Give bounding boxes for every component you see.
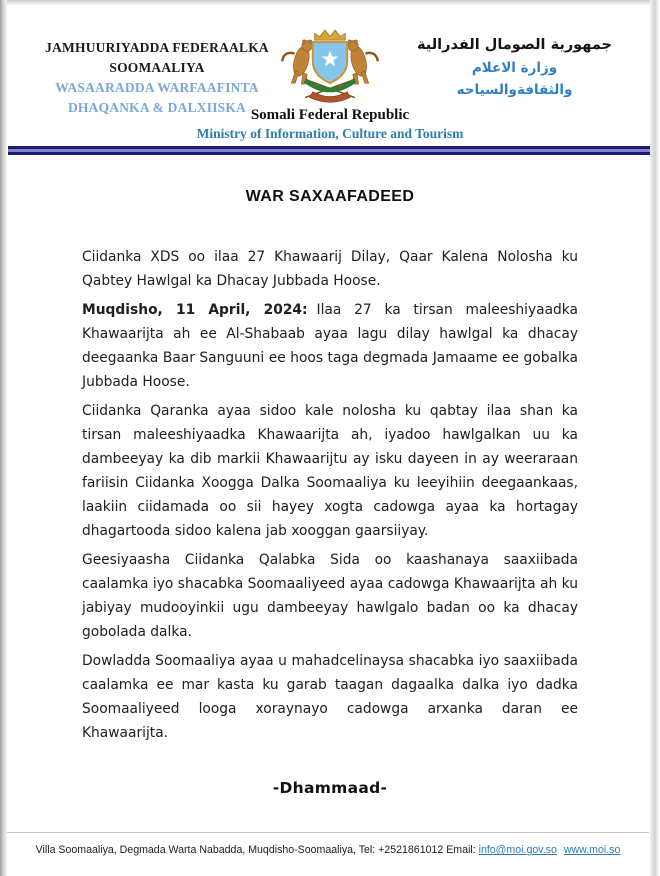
republic-name-somali-2: SOOMAALIYA: [109, 60, 205, 75]
footer-website-link[interactable]: www.moi.so: [563, 844, 621, 856]
photo-edge-right: [650, 0, 660, 876]
footer-contact-line: [7, 844, 649, 856]
letterhead: [0, 0, 660, 146]
somalia-coat-of-arms-icon: [263, 24, 397, 106]
paragraph-operation-details: Ciidanka Qaranka ayaa sidoo kale nolosha ku qabtay ilaa shan ka tirsan maleeshiyaadka Khawaarijta ah, iyadoo hawlgalkan uu ka dambeeyay ka dib markii Khawaarijtu ay isku dayeen in ay weeraraan fariisin Ciidanka Xoogga Dalka Soomaaliya ku leeyihiin deegaankaas, laakiin ciidamada oo sii hayey xogta cadowga ayaa ka hortagay dhagartooda sidoo kalena jab xooggan gaarsiiyay.: [82, 403, 578, 539]
footer-email-link[interactable]: info@moi.gov.so: [478, 844, 557, 856]
paragraph-dateline: [82, 298, 578, 394]
dateline-text: Ilaa 27 ka tirsan maleeshiyaadka Khawaarijta ah ee Al-Shabaab ayaa lagu dilay hawlgal ka dhacay deegaanka Baar Sanguuni ee hoos taga degmada Jamaame ee gobalka Jubbada Hoose.: [82, 302, 578, 390]
ministry-name-somali-2: DHAQANKA & DALXIISKA: [67, 100, 247, 115]
letterhead-divider-bar: [8, 146, 654, 155]
letterhead-arabic-block: [397, 33, 632, 101]
republic-name-english: Somali Federal Republic: [250, 107, 410, 123]
ministry-name-somali: WASAARADDA WARFAAFINTA: [55, 80, 259, 95]
press-release-body: [0, 188, 660, 797]
ministry-name-arabic-2: والثقافةوالسياحه: [456, 82, 573, 98]
republic-name-arabic: جمهورية الصومال الفدرالية: [416, 37, 612, 53]
page-footer: [7, 832, 649, 876]
press-release-title: WAR SAXAAFADEED: [245, 188, 415, 205]
ministry-name-english: Ministry of Information, Culture and Tourism: [196, 126, 464, 141]
photo-edge-left: [0, 0, 7, 876]
paragraph-government-thanks: Dowladda Soomaaliya ayaa u mahadcelinaysa shacabka iyo saaxiibada caalamka ee mar kasta ku garab taagan dagaalka dalka iyo dadka Soomaaliyeed looga xoraynayo cadowga arxanka daran ee Khawaarijta.: [82, 653, 578, 741]
closing-mark: -Dhammaad-: [272, 779, 388, 797]
paragraph-forces-praise: Geesiyaasha Ciidanka Qalabka Sida oo kaashanaya saaxiibada caalamka iyo shacabka Soomaaliyeed ayaa cadowga Khawaarijta ah ku jabiyay mudooyinkii ugu dambeeyay hawlgalo badan oo ka dhacay gobolada dalka.: [82, 552, 578, 640]
republic-name-somali: JAMHUURIYADDA FEDERAALKA: [45, 40, 269, 55]
footer-address: Villa Soomaaliya, Degmada Warta Nabadda, Muqdisho-Soomaaliya, Tel: +2521861012 Email:: [35, 844, 476, 856]
paragraph-headline: Ciidanka XDS oo ilaa 27 Khawaarij Dilay, Qaar Kalena Nolosha ku Qabtey Hawlgal ka Dhacay Jubbada Hoose.: [82, 249, 578, 289]
dateline-lead: Muqdisho, 11 April, 2024:: [82, 302, 308, 318]
ministry-name-arabic: وزارة الاعلام: [471, 60, 558, 76]
